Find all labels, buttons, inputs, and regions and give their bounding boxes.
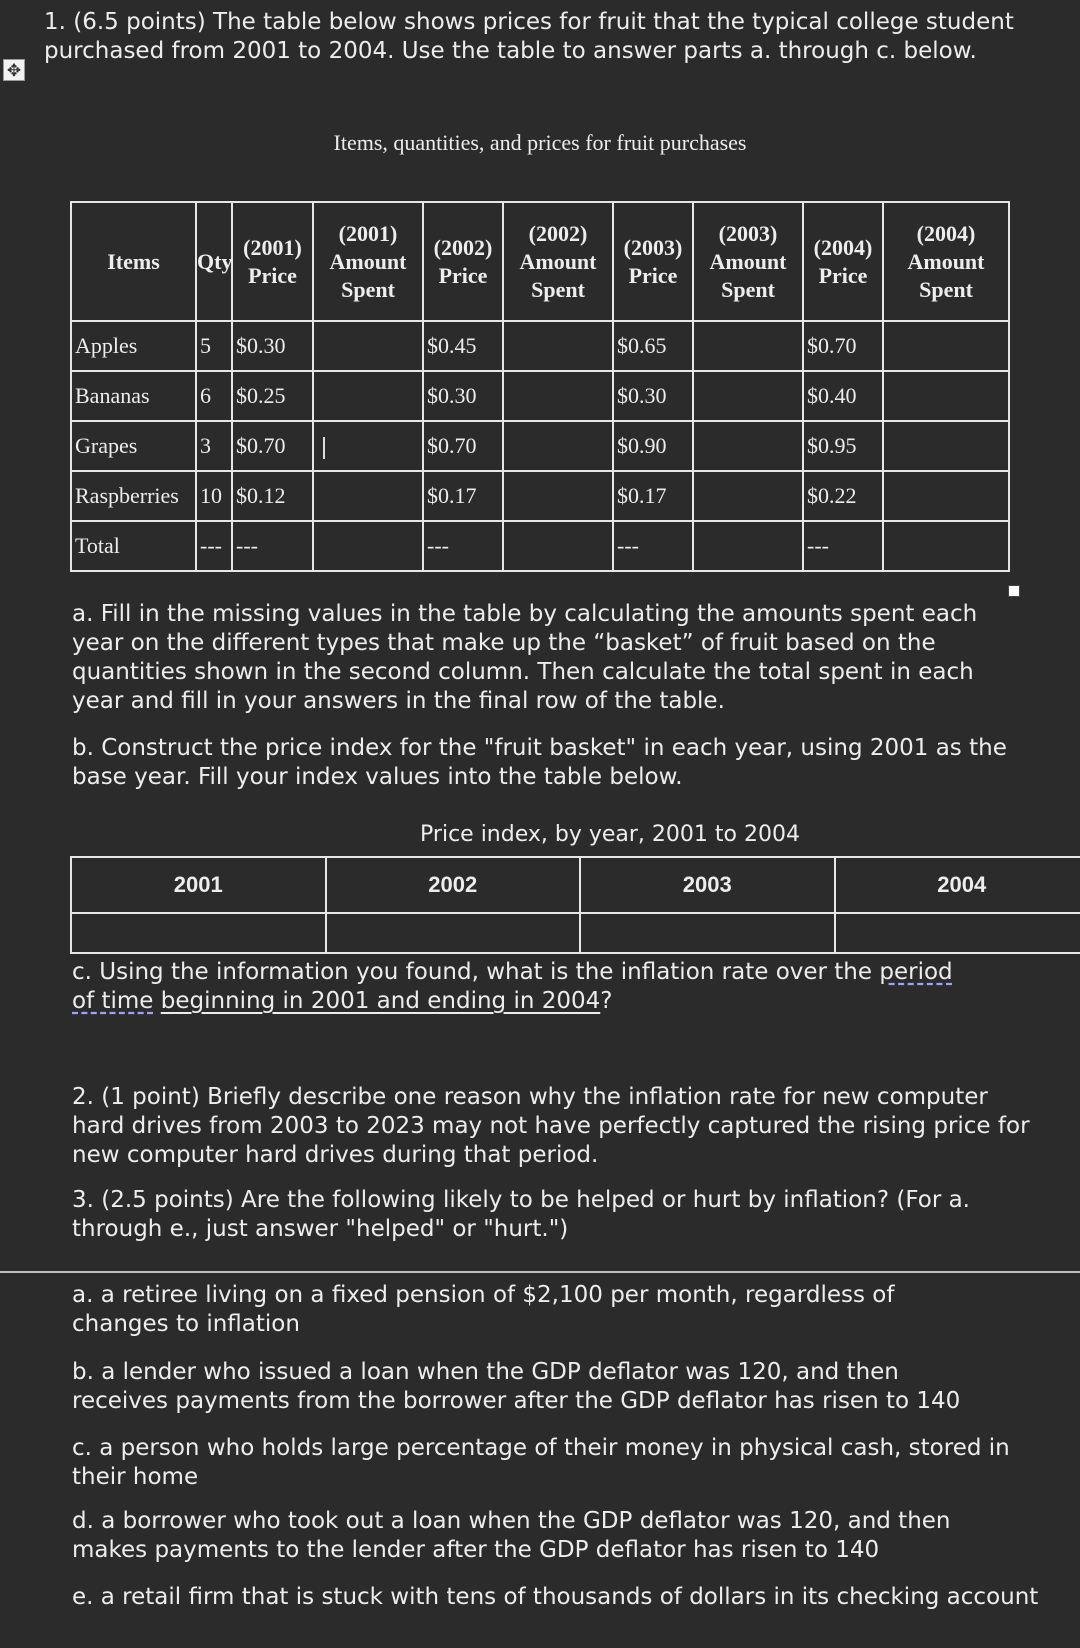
date-range-link[interactable]: beginning in 2001 and ending in 2004	[160, 988, 601, 1014]
period-of-time-link[interactable]: period of time	[72, 959, 953, 1014]
cell-amount-2004[interactable]	[883, 371, 1009, 421]
cell-qty: 10	[196, 471, 232, 521]
cell-price-2003: $0.30	[613, 371, 693, 421]
q1-part-c-mid	[153, 988, 160, 1014]
table-resize-handle[interactable]	[1008, 585, 1020, 597]
cell-price-2003: $0.90	[613, 421, 693, 471]
cell-price-2002: $0.70	[423, 421, 503, 471]
header-qty: Qty	[196, 202, 232, 321]
cell-qty: 5	[196, 321, 232, 371]
table-row	[71, 371, 1009, 421]
cell-price-2002: ---	[423, 521, 503, 571]
cell-amount-2004[interactable]	[883, 471, 1009, 521]
cell-price-2004: $0.22	[803, 471, 883, 521]
cell-amount-2004[interactable]	[883, 521, 1009, 571]
q3-text: 3. (2.5 points) Are the following likely to be helped or hurt by inflation? (For a. through e., just answer "helped" or "hurt.")	[72, 1187, 970, 1242]
cell-price-2001: $0.30	[232, 321, 313, 371]
q1-part-c	[72, 958, 972, 1016]
q3-item-d: d. a borrower who took out a loan when the GDP deflator was 120, and then makes payments to the lender after the GDP deflator has risen to 140	[72, 1508, 951, 1563]
index-value-2001[interactable]	[71, 913, 326, 953]
cell-price-2001: $0.25	[232, 371, 313, 421]
cell-price-2004: $0.40	[803, 371, 883, 421]
cell-amount-2004[interactable]	[883, 421, 1009, 471]
cell-price-2001: $0.70	[232, 421, 313, 471]
fruit-table-header-row	[71, 202, 1009, 321]
table-row	[71, 471, 1009, 521]
q1-part-a: a. Fill in the missing values in the table by calculating the amounts spent each year on the different types that make up the “basket” of fruit based on the quantities shown in the second column. Then calculate the total spent in each year and fill in your answers in the final row of the table.	[72, 601, 978, 714]
text-cursor	[323, 437, 325, 459]
fruit-table-caption: Items, quantities, and prices for fruit purchases	[333, 130, 747, 155]
cell-item: Grapes	[71, 421, 196, 471]
cell-qty: ---	[196, 521, 232, 571]
move-handle-icon[interactable]: ✥	[3, 59, 25, 81]
cell-price-2002: $0.30	[423, 371, 503, 421]
fruit-price-table	[70, 201, 1010, 572]
cell-price-2004: $0.95	[803, 421, 883, 471]
price-index-table	[70, 856, 1080, 954]
table-row	[71, 321, 1009, 371]
cell-price-2004: $0.70	[803, 321, 883, 371]
cell-price-2001: $0.12	[232, 471, 313, 521]
cell-item: Apples	[71, 321, 196, 371]
cell-price-2003: ---	[613, 521, 693, 571]
index-value-2003[interactable]	[580, 913, 835, 953]
cell-price-2002: $0.45	[423, 321, 503, 371]
header-amount-2004: (2004) Amount Spent	[883, 202, 1009, 321]
header-items: Items	[71, 202, 196, 321]
cell-amount-2001[interactable]	[313, 321, 423, 371]
divider	[0, 1271, 1080, 1273]
index-year-2004: 2004	[835, 857, 1080, 913]
cell-amount-2002[interactable]	[503, 521, 613, 571]
index-year-2003: 2003	[580, 857, 835, 913]
cell-amount-2002[interactable]	[503, 471, 613, 521]
cell-amount-2003[interactable]	[693, 371, 803, 421]
cell-amount-2002[interactable]	[503, 421, 613, 471]
q1-intro: 1. (6.5 points) The table below shows prices for fruit that the typical college student purchased from 2001 to 2004. Use the table to answer parts a. through c. below.	[44, 9, 1014, 64]
q3-item-a: a. a retiree living on a fixed pension of $2,100 per month, regardless of changes to inflation	[72, 1282, 895, 1337]
cell-amount-2003[interactable]	[693, 421, 803, 471]
cell-amount-2001[interactable]	[313, 521, 423, 571]
cell-amount-2003[interactable]	[693, 521, 803, 571]
header-price-2002: (2002) Price	[423, 202, 503, 321]
cell-item: Total	[71, 521, 196, 571]
cell-amount-2002[interactable]	[503, 321, 613, 371]
cell-amount-2004[interactable]	[883, 321, 1009, 371]
index-year-2001: 2001	[71, 857, 326, 913]
header-amount-2001: (2001) Amount Spent	[313, 202, 423, 321]
q2-text: 2. (1 point) Briefly describe one reason why the inflation rate for new computer hard drives from 2003 to 2023 may not have perfectly captured the rising price for new computer hard drives during that period.	[72, 1084, 1030, 1168]
index-value-2004[interactable]	[835, 913, 1080, 953]
cell-price-2001: ---	[232, 521, 313, 571]
q3-item-c: c. a person who holds large percentage of their money in physical cash, stored in their home	[72, 1435, 1010, 1490]
header-price-2001: (2001) Price	[232, 202, 313, 321]
cell-price-2003: $0.17	[613, 471, 693, 521]
table-row	[71, 421, 1009, 471]
cell-qty: 3	[196, 421, 232, 471]
cell-item: Raspberries	[71, 471, 196, 521]
index-header-row	[71, 857, 1080, 913]
table-row-total	[71, 521, 1009, 571]
cell-qty: 6	[196, 371, 232, 421]
cell-amount-2001[interactable]	[313, 371, 423, 421]
cell-amount-2001[interactable]	[313, 421, 423, 471]
q3-item-e: e. a retail firm that is stuck with tens of thousands of dollars in its checking account	[72, 1584, 1039, 1610]
cell-amount-2002[interactable]	[503, 371, 613, 421]
cell-amount-2003[interactable]	[693, 471, 803, 521]
cell-amount-2003[interactable]	[693, 321, 803, 371]
q1-part-c-start: c. Using the information you found, what is the inflation rate over the	[72, 959, 880, 985]
index-year-2002: 2002	[326, 857, 581, 913]
cell-price-2004: ---	[803, 521, 883, 571]
q1-part-c-end: ?	[600, 988, 613, 1014]
header-amount-2003: (2003) Amount Spent	[693, 202, 803, 321]
index-value-row	[71, 913, 1080, 953]
cell-amount-2001[interactable]	[313, 471, 423, 521]
header-amount-2002: (2002) Amount Spent	[503, 202, 613, 321]
index-value-2002[interactable]	[326, 913, 581, 953]
q3-item-b: b. a lender who issued a loan when the GDP deflator was 120, and then receives payments from the borrower after the GDP deflator has risen to 140	[72, 1359, 961, 1414]
header-price-2003: (2003) Price	[613, 202, 693, 321]
index-table-caption: Price index, by year, 2001 to 2004	[420, 822, 800, 847]
cell-item: Bananas	[71, 371, 196, 421]
q1-part-b: b. Construct the price index for the "fruit basket" in each year, using 2001 as the base year. Fill your index values into the table below.	[72, 735, 1007, 790]
cell-price-2002: $0.17	[423, 471, 503, 521]
cell-price-2003: $0.65	[613, 321, 693, 371]
header-price-2004: (2004) Price	[803, 202, 883, 321]
